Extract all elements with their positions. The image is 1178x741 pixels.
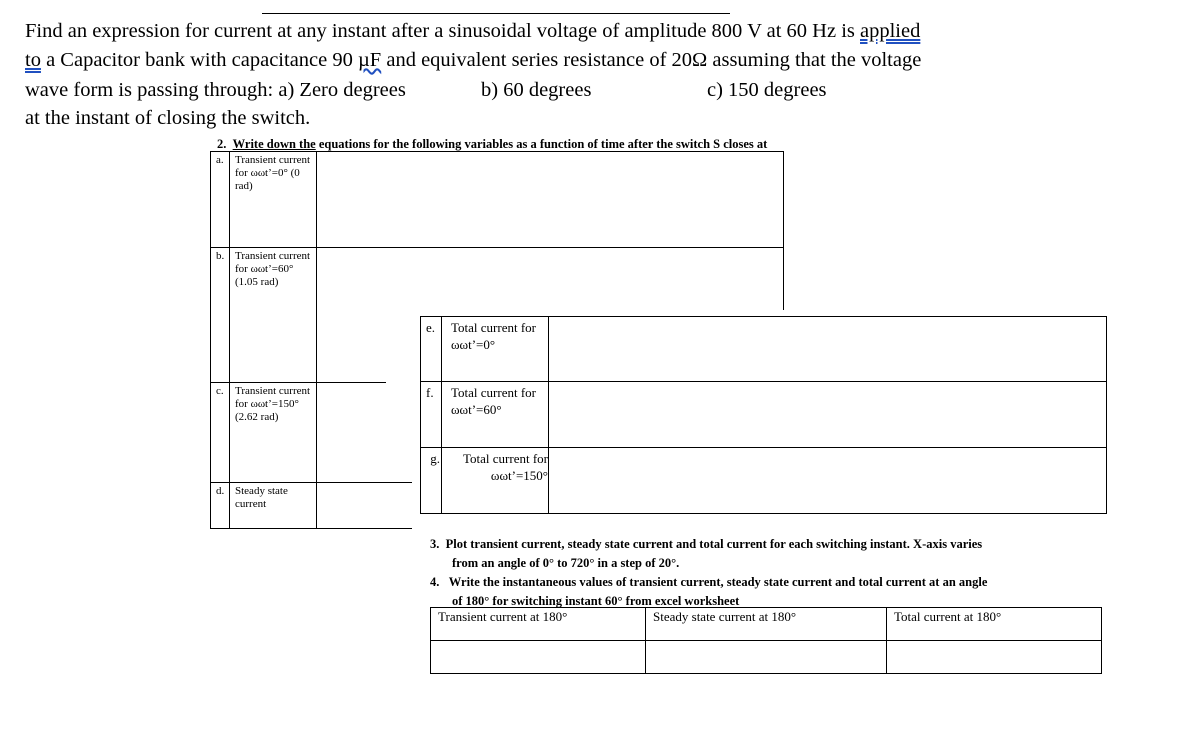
text — [430, 573, 987, 592]
text: µF — [358, 49, 382, 71]
intro-line-3c: c) 150 degrees — [707, 79, 827, 101]
letter-cell: f. — [420, 381, 442, 448]
question-3 — [430, 535, 982, 573]
intro-line-1 — [25, 17, 920, 45]
intro-line-2 — [25, 46, 921, 74]
value-cell[interactable] — [430, 640, 646, 674]
text: Plot transient current, steady state current and total current for each switching instant. X-axis varies — [445, 537, 983, 551]
text: and equivalent series resistance of 20Ω assuming that the voltage — [381, 49, 922, 71]
header-cell: Total current at 180° — [886, 607, 1102, 641]
letter-cell: c. — [210, 382, 230, 483]
question-4 — [430, 573, 987, 611]
header-cell: Steady state current at 180° — [645, 607, 887, 641]
text: 4. — [430, 575, 440, 589]
letter-cell: e. — [420, 316, 442, 382]
letter-cell: b. — [210, 247, 230, 383]
answer-cell[interactable] — [316, 151, 784, 248]
text: applied — [860, 20, 921, 42]
text: 2. — [217, 137, 227, 151]
text: Write down the — [232, 137, 316, 151]
label-cell: Transient current for ωωt’=60° (1.05 rad) — [229, 247, 317, 383]
label-cell: Transient current for ωωt’=0° (0 rad) — [229, 151, 317, 248]
answer-cell[interactable] — [548, 316, 1107, 382]
label-cell: Total current for ωωt’=0° — [441, 316, 549, 382]
top-rule — [262, 13, 730, 14]
intro-line-3b: b) 60 degrees — [481, 79, 592, 101]
label-cell: Steady state current — [229, 482, 317, 529]
label-cell: Total current for ωωt’=60° — [441, 381, 549, 448]
value-cell[interactable] — [645, 640, 887, 674]
text: a Capacitor bank with capacitance 90 — [40, 49, 358, 71]
text: 3. — [430, 537, 440, 551]
text: of 180° for switching instant 60° from excel worksheet — [452, 594, 740, 608]
text: Find an expression for current at any instant after a sinusoidal voltage of amplitude 800 V at 60 Hz is — [25, 20, 860, 42]
text: from an angle of 0° to 720° in a step of 20°. — [452, 556, 680, 570]
intro-line-4: at the instant of closing the switch. — [25, 107, 311, 129]
answer-cell[interactable] — [316, 482, 412, 529]
text: to — [25, 49, 41, 71]
answer-cell[interactable] — [548, 447, 1107, 514]
header-cell: Transient current at 180° — [430, 607, 646, 641]
intro-line-3a: wave form is passing through: a) Zero degrees — [25, 79, 406, 101]
text: equations for the following variables as a function of time after the switch S closes at — [315, 137, 768, 151]
letter-cell: a. — [210, 151, 230, 248]
answer-cell[interactable] — [316, 382, 386, 483]
value-cell[interactable] — [886, 640, 1102, 674]
question-2 — [217, 137, 767, 152]
answer-cell[interactable] — [548, 381, 1107, 448]
letter-cell: g. — [420, 447, 442, 514]
text — [430, 535, 982, 554]
answer-cell[interactable] — [316, 247, 784, 310]
letter-cell: d. — [210, 482, 230, 529]
label-cell: Total current for ωωt’=150° — [441, 447, 549, 514]
text: Write the instantaneous values of transient current, steady state current and total current at an angle — [448, 575, 988, 589]
label-cell: Transient current for ωωt’=150°(2.62 rad) — [229, 382, 317, 483]
